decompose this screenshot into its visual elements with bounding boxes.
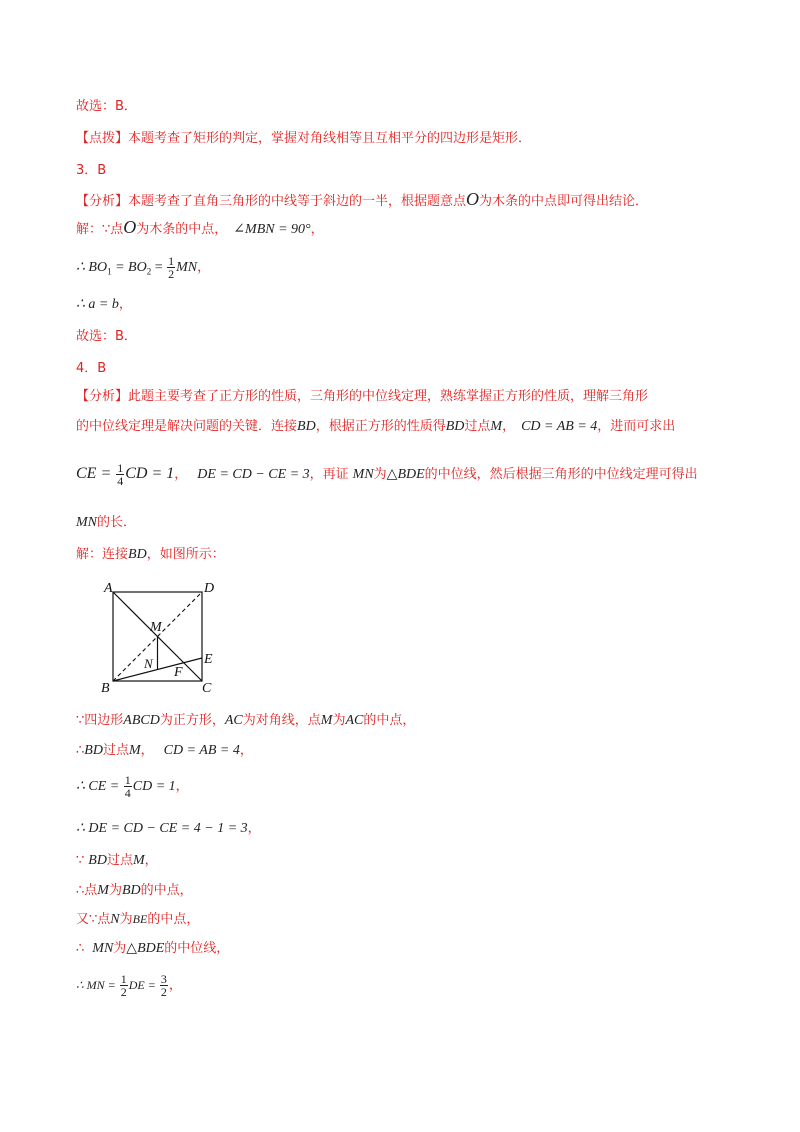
math-symbol: BD [445, 419, 465, 434]
fraction-numerator: 1 [120, 972, 127, 986]
math-expression: CD = AB = 4 [521, 419, 598, 434]
text-line [76, 514, 136, 532]
text-fragment: ， [168, 978, 182, 993]
text-fragment: ， [247, 821, 261, 836]
math-expression: CD = 1 [125, 465, 175, 482]
text-fragment: ，再证 [309, 467, 349, 482]
fraction-denominator: 2 [120, 985, 127, 999]
math-symbol: M [320, 713, 333, 728]
text-fragment: ， [239, 743, 253, 758]
text-fragment: ，根据正方形的性质得 [315, 419, 446, 434]
fraction-numerator: 1 [117, 461, 124, 475]
text-line [76, 820, 261, 838]
text-line: 4．B [76, 361, 107, 376]
fraction [116, 462, 124, 487]
text-fragment: 为 [113, 941, 127, 956]
math-symbol: ABCD [123, 713, 160, 728]
text-fragment: 解：∵点 [76, 222, 124, 237]
label-e: E [204, 652, 213, 667]
text-fragment: ， [140, 743, 154, 758]
fraction [160, 973, 168, 998]
math-symbol: BD [297, 419, 316, 434]
text-fragment: 的中位线，然后根据三角形的中位线定理可得出 [424, 467, 698, 482]
fraction-numerator: 1 [124, 773, 131, 787]
text-fragment: 为 [119, 912, 133, 927]
text-fragment: 解：连接 [76, 547, 129, 562]
label-a: A [104, 581, 113, 596]
math-subscript: 2 [146, 266, 152, 277]
text-fragment: 为 [332, 713, 346, 728]
math-symbol: MN [76, 515, 97, 530]
math-symbol: BD [84, 743, 103, 758]
text-fragment: ∴ [76, 743, 85, 758]
text-line: 【点拨】本题考查了矩形的判定，掌握对角线相等且互相平分的四边形是矩形． [76, 131, 532, 146]
math-symbol: BD [128, 547, 147, 562]
text-line [76, 296, 132, 314]
math-symbol: AC [345, 713, 364, 728]
fraction-denominator: 2 [168, 267, 175, 281]
math-symbol: BD [121, 883, 141, 898]
text-line: 故选：B． [76, 99, 137, 114]
math-symbol: O [123, 217, 137, 237]
text-fragment: 的中点， [363, 713, 416, 728]
text-fragment: ，进而可求出 [597, 419, 676, 434]
text-line [76, 970, 182, 1001]
text-line [76, 910, 199, 929]
text-fragment: 又∵点 [76, 912, 111, 927]
label-m: M [150, 620, 162, 635]
math-subscript: 1 [107, 266, 112, 277]
text-fragment: 的中位线， [164, 941, 230, 956]
label-c: C [202, 681, 212, 696]
text-fragment: 【分析】本题考查了直角三角形的中线等于斜边的一半，根据题意点 [76, 194, 467, 209]
math-expression: ∴ CE = [76, 779, 123, 794]
math-symbol: BE [132, 912, 148, 926]
geometry-figure [96, 578, 226, 696]
math-expression: △BDE [386, 467, 425, 482]
math-symbol: MN [92, 941, 114, 956]
fraction-denominator: 4 [117, 474, 124, 488]
text-fragment: ∵ [76, 853, 85, 868]
text-fragment: 的中点， [140, 883, 193, 898]
text-fragment: 为正方形， [159, 713, 225, 728]
math-symbol: N [110, 912, 120, 927]
text-line: 故选：B． [76, 329, 137, 344]
text-line: 【分析】此题主要考查了正方形的性质，三角形的中位线定理，熟练掌握正方形的性质，理解三角形 [76, 389, 649, 404]
math-symbol: M [97, 883, 109, 898]
math-symbol: MN [352, 467, 374, 482]
text-fragment: ，如图所示： [146, 547, 225, 562]
text-line [76, 882, 193, 900]
fraction-denominator: 4 [124, 786, 131, 800]
text-fragment: 为对角线，点 [242, 713, 321, 728]
label-d: D [204, 581, 215, 596]
label-n: N [144, 656, 153, 671]
text-line: 3．B [76, 163, 107, 178]
text-line [76, 460, 698, 489]
math-symbol: O [466, 189, 480, 209]
math-expression: MN [176, 260, 198, 275]
text-fragment: 的中位线定理是解决问题的关键．连接 [76, 419, 298, 434]
fraction-numerator: 1 [168, 254, 175, 268]
text-fragment: ， [118, 297, 132, 312]
text-line [76, 254, 210, 286]
math-expression: CE = [76, 465, 116, 482]
text-fragment: 过点 [102, 743, 129, 758]
math-expression: ∴ a = b [76, 297, 119, 312]
text-line [76, 712, 415, 730]
text-fragment: 的中点， [147, 912, 200, 927]
text-line [76, 940, 229, 958]
math-expression: DE = [128, 978, 159, 992]
math-expression: DE = CD − CE = 3 [197, 467, 310, 482]
text-line [76, 546, 225, 564]
math-symbol: M [490, 419, 503, 434]
text-fragment: ， [502, 419, 516, 434]
text-fragment: ， [175, 779, 189, 794]
text-line [76, 418, 675, 436]
math-expression: ∴ BO [76, 260, 108, 275]
text-fragment: ∴点 [76, 883, 98, 898]
math-expression: △BDE [126, 941, 165, 956]
text-fragment: ， [310, 222, 324, 237]
text-fragment: ∵四边形 [76, 713, 124, 728]
math-symbol: AC [224, 713, 243, 728]
text-fragment: ， [144, 853, 158, 868]
math-symbol: BD [88, 853, 107, 868]
fraction [120, 973, 128, 998]
text-fragment: ， [174, 467, 188, 482]
text-fragment: 的长． [97, 515, 137, 530]
text-line [76, 190, 648, 211]
text-fragment: 为木条的中点， [136, 222, 228, 237]
label-f: F [174, 665, 183, 680]
text-fragment: 过点 [106, 853, 133, 868]
fraction-numerator: 3 [160, 972, 167, 986]
text-fragment: ， [197, 260, 211, 275]
math-expression: = [151, 260, 167, 275]
math-symbol: M [128, 743, 141, 758]
text-fragment: 为 [108, 883, 122, 898]
math-expression: ∴ MN = [76, 978, 119, 992]
text-line [76, 218, 324, 239]
text-fragment: ∴ [76, 941, 85, 956]
fraction [124, 774, 132, 799]
math-expression: CD = 1 [132, 779, 176, 794]
fraction [167, 255, 175, 280]
text-fragment: 过点 [464, 419, 491, 434]
math-expression: ∠MBN = 90° [233, 222, 311, 237]
label-b: B [101, 681, 110, 696]
text-line [76, 772, 189, 802]
math-expression: CD = AB = 4 [163, 743, 240, 758]
math-symbol: M [132, 853, 145, 868]
text-line [76, 852, 158, 870]
text-fragment: 为 [373, 467, 387, 482]
text-fragment: 为木条的中点即可得出结论． [479, 194, 649, 209]
text-line [76, 742, 253, 760]
fraction-denominator: 2 [160, 985, 167, 999]
math-expression: ∴ DE = CD − CE = 4 − 1 = 3 [76, 821, 248, 836]
math-expression: = BO [111, 260, 147, 275]
